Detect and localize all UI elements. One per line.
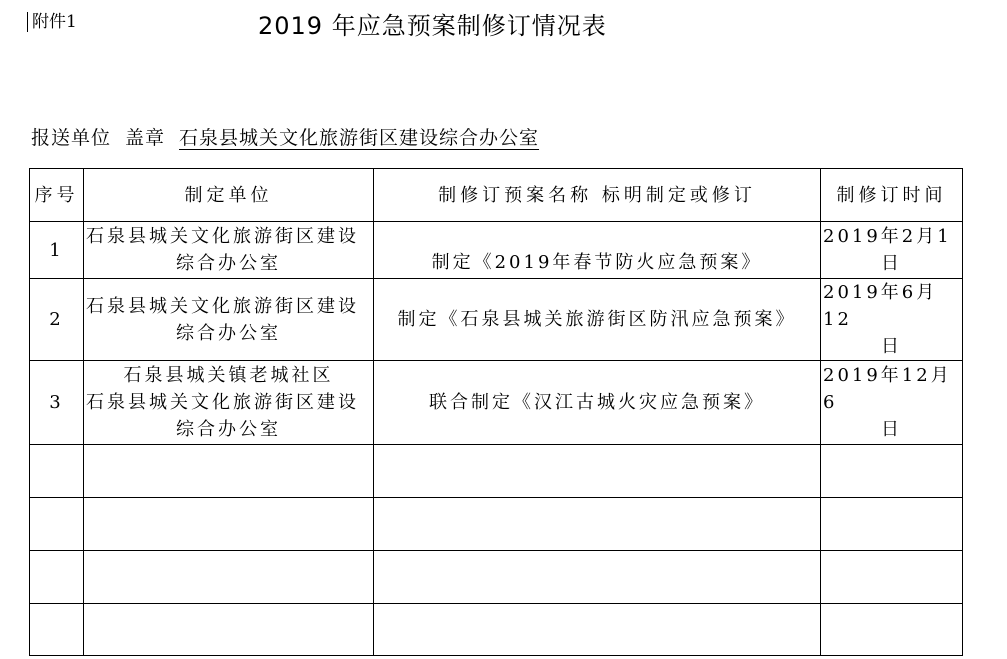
row-no: 2 — [30, 279, 84, 361]
empty-cell — [374, 604, 821, 656]
header-unit: 制定单位 — [84, 169, 374, 222]
unit-line: 石泉县城关镇老城社区 — [123, 365, 334, 386]
empty-cell — [374, 498, 821, 551]
row-unit — [84, 361, 374, 445]
empty-cell — [821, 445, 963, 498]
reporting-unit-label: 报送单位 — [31, 127, 112, 149]
date-line: 2019年2月1 — [823, 226, 952, 247]
date-line: 2019年12月6 — [823, 365, 952, 413]
row-date — [821, 279, 963, 361]
table-row — [30, 279, 963, 361]
row-plan: 制定《2019年春节防火应急预案》 — [374, 222, 821, 279]
unit-line: 综合办公室 — [176, 253, 281, 274]
unit-line: 综合办公室 — [176, 322, 281, 344]
empty-row — [30, 498, 963, 551]
table-row — [30, 222, 963, 279]
empty-cell — [821, 604, 963, 656]
empty-cell — [84, 498, 374, 551]
unit-line: 石泉县城关文化旅游街区建设 — [86, 226, 359, 247]
row-date — [821, 222, 963, 279]
seal-label: 盖章 — [125, 127, 166, 149]
empty-cell — [374, 445, 821, 498]
empty-cell — [821, 551, 963, 604]
date-line: 日 — [881, 419, 902, 440]
empty-cell — [30, 445, 84, 498]
header-date: 制修订时间 — [821, 169, 963, 222]
empty-cell — [84, 445, 374, 498]
unit-line: 综合办公室 — [176, 419, 281, 440]
empty-row — [30, 445, 963, 498]
document-title: 2019 年应急预案制修订情况表 — [258, 12, 607, 40]
row-date — [821, 361, 963, 445]
row-unit — [84, 222, 374, 279]
attachment-label: 附件1 — [27, 12, 77, 32]
row-plan: 联合制定《汉江古城火灾应急预案》 — [374, 361, 821, 445]
empty-cell — [30, 498, 84, 551]
empty-cell — [30, 551, 84, 604]
date-line: 日 — [881, 336, 902, 357]
row-unit — [84, 279, 374, 361]
empty-cell — [84, 551, 374, 604]
plan-table — [29, 168, 963, 656]
header-plan: 制修订预案名称 标明制定或修订 — [374, 169, 821, 222]
header-no: 序号 — [30, 169, 84, 222]
table-header-row — [30, 169, 963, 222]
empty-cell — [84, 604, 374, 656]
unit-line: 石泉县城关文化旅游街区建设 — [86, 295, 359, 317]
row-plan: 制定《石泉县城关旅游街区防汛应急预案》 — [374, 279, 821, 361]
row-no: 3 — [30, 361, 84, 445]
empty-row — [30, 604, 963, 656]
empty-cell — [30, 604, 84, 656]
date-line: 2019年6月12 — [823, 282, 938, 330]
empty-cell — [821, 498, 963, 551]
unit-line: 石泉县城关文化旅游街区建设 — [86, 392, 359, 413]
table-row — [30, 361, 963, 445]
row-no: 1 — [30, 222, 84, 279]
date-line: 日 — [881, 253, 902, 274]
reporting-unit-line — [31, 123, 553, 150]
reporting-unit-name: 石泉县城关文化旅游街区建设综合办公室 — [179, 127, 540, 149]
empty-cell — [374, 551, 821, 604]
empty-row — [30, 551, 963, 604]
